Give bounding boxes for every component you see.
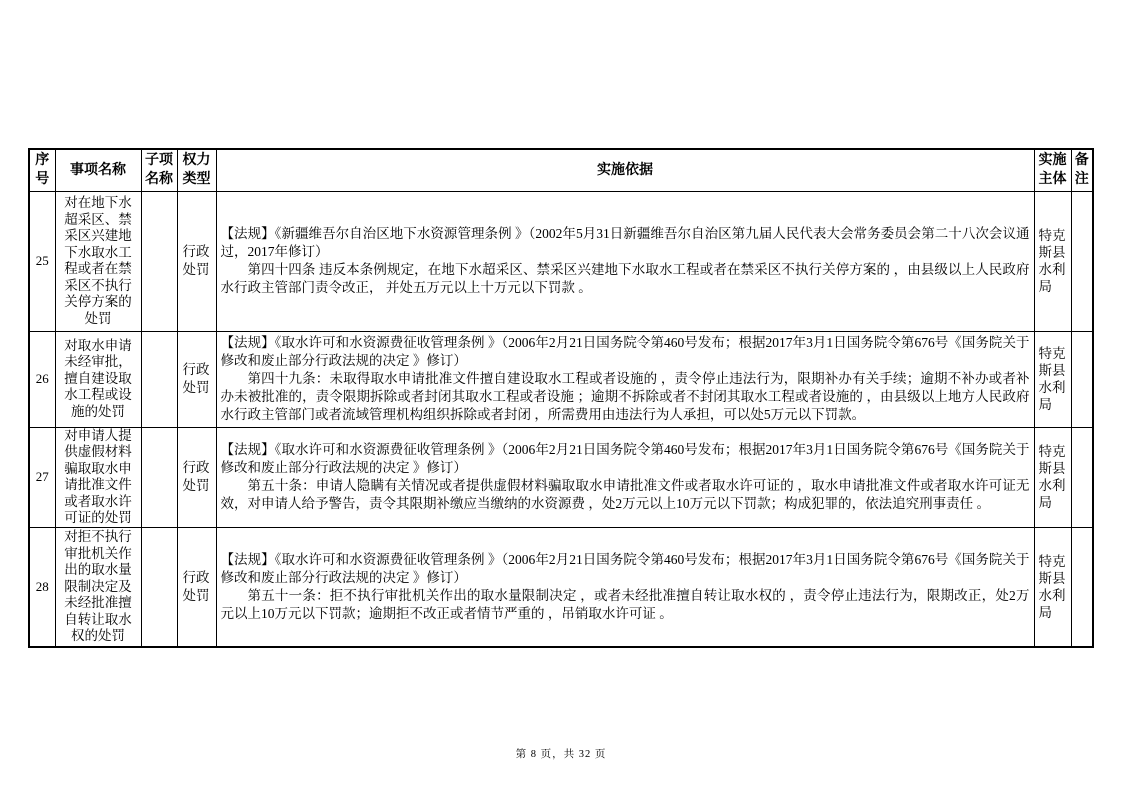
basis-law-citation: 【法规】《取水许可和水资源费征收管理条例 》（2006年2月21日国务院令第460号发布；根据2017年3月1日国务院令第676号《国务院关于修改和废止部分行政法规的决定 》修订） <box>220 442 1030 475</box>
implementing-authority: 特克斯县水利局 <box>1034 427 1071 527</box>
remark-cell <box>1071 331 1093 427</box>
basis-cell <box>216 331 1034 427</box>
implementing-authority: 特克斯县水利局 <box>1034 331 1071 427</box>
remark-cell <box>1071 527 1093 647</box>
basis-article-text: 第五十条：申请人隐瞒有关情况或者提供虚假材料骗取取水申请批准文件或者取水许可证的 ，取水申请批准文件或者取水许可证无效，对申请人给予警告，责令其限期补缴应当缴纳的水资源费 ，处2万元以上10万元以下罚款；构成犯罪的，依法追究刑事责任 。 <box>220 478 1030 511</box>
subitem-name <box>141 191 177 331</box>
row-number: 27 <box>29 427 55 527</box>
implementing-authority: 特克斯县水利局 <box>1034 191 1071 331</box>
basis-law-citation: 【法规】《新疆维吾尔自治区地下水资源管理条例 》（2002年5月31日新疆维吾尔自治区第九届人民代表大会常务委员会第二十八次会议通过，2017年修订） <box>220 226 1030 259</box>
basis-law-citation: 【法规】《取水许可和水资源费征收管理条例 》（2006年2月21日国务院令第460号发布；根据2017年3月1日国务院令第676号《国务院关于修改和废止部分行政法规的决定 》修订） <box>220 335 1030 368</box>
table-header-row <box>29 149 1093 191</box>
power-type: 行政处罚 <box>177 427 216 527</box>
table-row <box>29 527 1093 647</box>
subitem-name <box>141 331 177 427</box>
table-row <box>29 331 1093 427</box>
basis-article-text: 第四十九条：未取得取水申请批准文件擅自建设取水工程或者设施的 ，责令停止违法行为，限期补办有关手续；逾期不补办或者补办未被批准的，责令限期拆除或者封闭其取水工程或者设施 ；逾期不拆除或者不封闭其取水工程或者设施的 ，由县级以上地方人民政府水行政主管部门或者流域管理机构组织拆除或者封闭 ，所需费用由违法行为人承担，可以处5万元以下罚款。 <box>220 371 1030 422</box>
row-number: 26 <box>29 331 55 427</box>
col-header-basis: 实施依据 <box>216 149 1034 191</box>
basis-article-text: 第五十一条：拒不执行审批机关作出的取水量限制决定 ，或者未经批准擅自转让取水权的 ，责令停止违法行为，限期改正，处2万元以上10万元以下罚款；逾期拒不改正或者情节严重的 ，吊销取水许可证 。 <box>220 587 1030 621</box>
item-name: 对取水申请未经审批，擅自建设取水工程或设施的处罚 <box>55 331 141 427</box>
remark-cell <box>1071 191 1093 331</box>
basis-cell <box>216 191 1034 331</box>
basis-law-citation: 【法规】《取水许可和水资源费征收管理条例 》（2006年2月21日国务院令第460号发布；根据2017年3月1日国务院令第676号《国务院关于修改和废止部分行政法规的决定 》修订） <box>220 551 1030 585</box>
remark-cell <box>1071 427 1093 527</box>
row-number: 25 <box>29 191 55 331</box>
power-list-table-wrap <box>28 148 1094 648</box>
power-type: 行政处罚 <box>177 331 216 427</box>
page-number-footer: 第 8 页，共 32 页 <box>515 749 607 760</box>
col-header-remark: 备注 <box>1071 149 1093 191</box>
power-list-table <box>28 148 1094 648</box>
implementing-authority: 特克斯县水利局 <box>1034 527 1071 647</box>
col-header-no: 序号 <box>29 149 55 191</box>
basis-cell <box>216 427 1034 527</box>
item-name: 对在地下水超采区、禁采区兴建地下水取水工程或者在禁采区不执行关停方案的处罚 <box>55 191 141 331</box>
item-name: 对拒不执行审批机关作出的取水量限制决定及未经批准擅自转让取水权的处罚 <box>55 527 141 647</box>
col-header-item-name: 事项名称 <box>55 149 141 191</box>
table-row <box>29 191 1093 331</box>
col-header-authority: 实施主体 <box>1034 149 1071 191</box>
basis-article-text: 第四十四条 违反本条例规定，在地下水超采区、禁采区兴建地下水取水工程或者在禁采区不执行关停方案的 ，由县级以上人民政府水行政主管部门责令改正， 并处五万元以上十万元以下罚款 。 <box>220 262 1030 295</box>
subitem-name <box>141 427 177 527</box>
basis-cell <box>216 527 1034 647</box>
row-number: 28 <box>29 527 55 647</box>
table-row <box>29 427 1093 527</box>
item-name: 对申请人提供虚假材料骗取取水申请批准文件或者取水许可证的处罚 <box>55 427 141 527</box>
subitem-name <box>141 527 177 647</box>
power-type: 行政处罚 <box>177 191 216 331</box>
power-type: 行政处罚 <box>177 527 216 647</box>
col-header-power-type: 权力类型 <box>177 149 216 191</box>
col-header-subitem-name: 子项名称 <box>141 149 177 191</box>
